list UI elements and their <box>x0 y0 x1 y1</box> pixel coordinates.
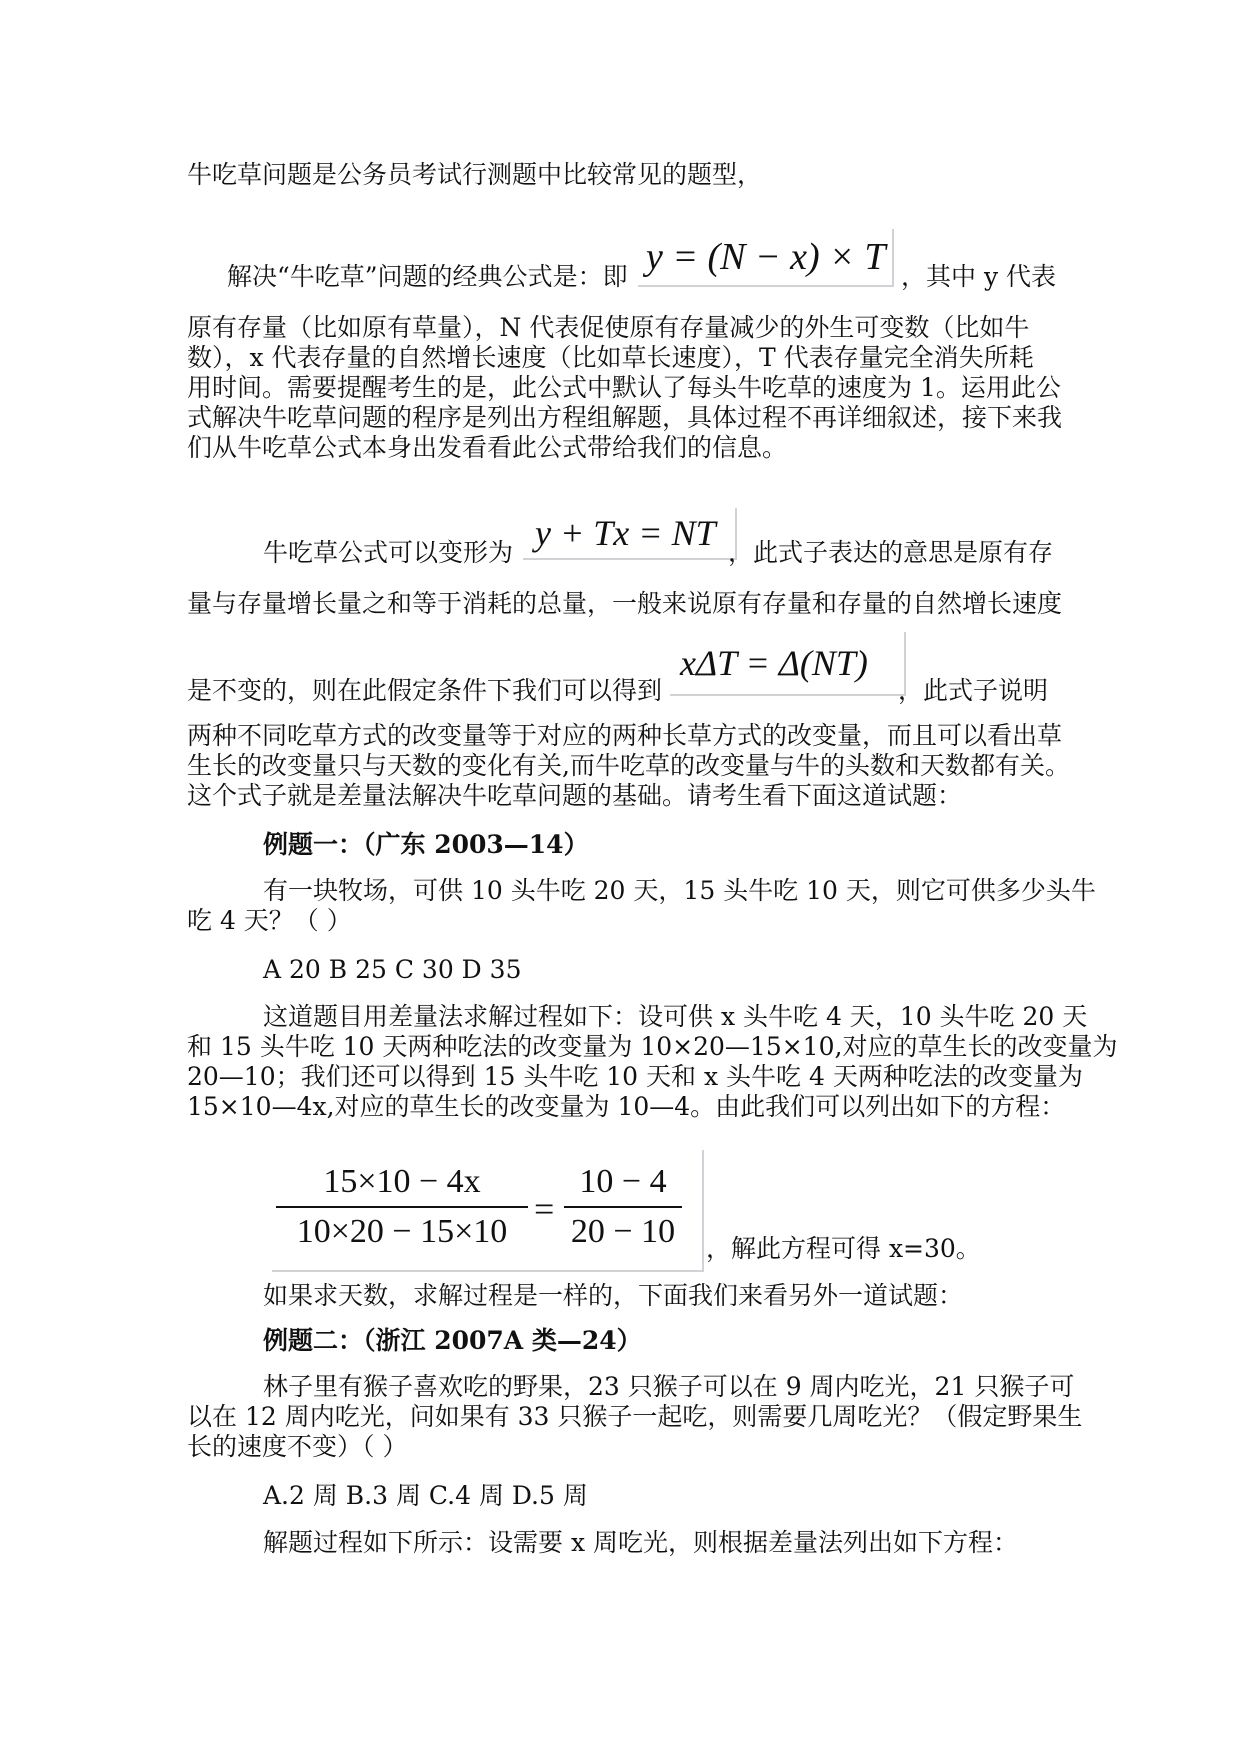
paragraph-line-tail: ，此式子说明 <box>898 676 1049 705</box>
left-numerator: 15×10 − 4x <box>323 1163 481 1200</box>
paragraph-line: 式解决牛吃草问题的程序是列出方程组解题，具体过程不再详细叙述，接下来我 <box>187 403 1063 432</box>
transition-text: 如果求天数，求解过程是一样的，下面我们来看另外一道试题： <box>263 1281 964 1310</box>
equation-result: ，解此方程可得 x=30。 <box>706 1234 981 1263</box>
example-1-question: 有一块牧场，可供 10 头牛吃 20 天，15 头牛吃 10 天，则它可供多少头牛 <box>263 876 1096 905</box>
variant-intro-text: 牛吃草公式可以变形为 <box>263 538 514 567</box>
example-2-solution: 解题过程如下所示：设需要 x 周吃光，则根据差量法列出如下方程： <box>263 1528 1018 1557</box>
left-denominator: 10×20 − 15×10 <box>296 1213 508 1250</box>
example-2-question: 林子里有猴子喜欢吃的野果，23 只猴子可以在 9 周内吃光，21 只猴子可 <box>263 1372 1075 1401</box>
paragraph-line: 这个式子就是差量法解决牛吃草问题的基础。请考生看下面这道试题： <box>187 781 963 810</box>
example-1-heading: 例题一：（广东 2003—14） <box>263 830 589 859</box>
right-fraction <box>564 1162 682 1252</box>
left-fraction <box>276 1162 528 1252</box>
solution-line: 20—10；我们还可以得到 15 头牛吃 10 天和 x 头牛吃 4 天两种吃法的改变量为 <box>187 1062 1083 1091</box>
example-2-question-cont: 以在 12 周内吃光，问如果有 33 只猴子一起吃，则需要几周吃光？（假定野果生 <box>187 1402 1083 1431</box>
paragraph-line: 们从牛吃草公式本身出发看看此公式带给我们的信息。 <box>187 433 788 462</box>
paragraph-line: 数），x 代表存量的自然增长速度（比如草长速度），T 代表存量完全消失所耗 <box>187 343 1034 372</box>
example-1-question-cont: 吃 4 天？（ ） <box>187 906 352 935</box>
formula-image-1: y = (N − x) × T <box>638 229 894 287</box>
variant-intro-tail: ，此式子表达的意思是原有存 <box>728 538 1054 567</box>
right-numerator: 10 − 4 <box>579 1163 667 1200</box>
paragraph-line: 原有存量（比如原有草量），N 代表促使原有存量减少的外生可变数（比如牛 <box>187 313 1030 342</box>
example-2-options: A.2 周 B.3 周 C.4 周 D.5 周 <box>263 1481 588 1510</box>
solution-line: 和 15 头牛吃 10 天两种吃法的改变量为 10×20—15×10,对应的草生长的改变量为 <box>187 1032 1118 1061</box>
formula-intro-text: 解决“牛吃草”问题的经典公式是：即 <box>227 262 628 291</box>
paragraph-line: 量与存量增长量之和等于消耗的总量，一般来说原有存量和存量的自然增长速度 <box>187 589 1063 618</box>
right-denominator: 20 − 10 <box>570 1213 676 1250</box>
paragraph-line: 生长的改变量只与天数的变化有关,而牛吃草的改变量与牛的头数和天数都有关。 <box>187 751 1070 780</box>
solution-line: 15×10—4x,对应的草生长的改变量为 10—4。由此我们可以列出如下的方程： <box>187 1092 1066 1121</box>
example-1-options: A 20 B 25 C 30 D 35 <box>263 955 522 984</box>
formula-image-3: xΔT = Δ(NT) <box>670 632 906 696</box>
intro-paragraph: 牛吃草问题是公务员考试行测题中比较常见的题型， <box>187 160 763 189</box>
example-2-question-cont: 长的速度不变）（ ） <box>187 1432 408 1461</box>
solution-line: 这道题目用差量法求解过程如下：设可供 x 头牛吃 4 天，10 头牛吃 20 天 <box>263 1002 1088 1031</box>
formula-image-2: y + Tx = NT <box>523 508 737 560</box>
equals-sign: = <box>534 1189 555 1229</box>
equation-image <box>272 1150 704 1272</box>
formula-intro-tail: ，其中 y 代表 <box>901 262 1057 291</box>
paragraph-line: 是不变的，则在此假定条件下我们可以得到 <box>187 676 663 705</box>
paragraph-line: 用时间。需要提醒考生的是，此公式中默认了每头牛吃草的速度为 1。运用此公 <box>187 373 1061 402</box>
paragraph-line: 两种不同吃草方式的改变量等于对应的两种长草方式的改变量，而且可以看出草 <box>187 721 1063 750</box>
example-2-heading: 例题二：（浙江 2007A 类—24） <box>263 1326 642 1355</box>
